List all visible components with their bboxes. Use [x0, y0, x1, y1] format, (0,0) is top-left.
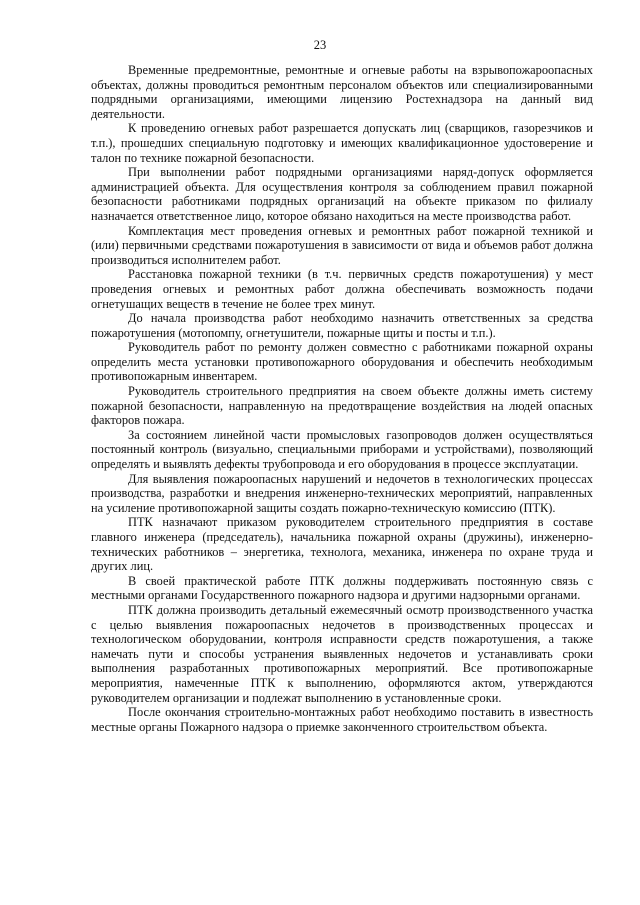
paragraph: После окончания строительно-монтажных работ необходимо поставить в известность местные органы Пожарного надзора о приемке законченного строительством объекта.: [91, 705, 593, 734]
paragraph: Комплектация мест проведения огневых и ремонтных работ пожарной техникой и (или) первичными средствами пожаротушения в зависимости от вида и объемов работ должна производиться исполнителем работ.: [91, 223, 593, 267]
paragraph: К проведению огневых работ разрешается допускать лиц (сварщиков, газорезчиков и т.п.), прошедших специальную подготовку и имеющих квалификационное удостоверение и талон по технике пожарной безопасности.: [91, 121, 593, 165]
paragraph: За состоянием линейной части промысловых газопроводов должен осуществляться постоянный контроль (визуально, специальными приборами и устройствами), позволяющий определять и выявлять дефекты трубопровода и его оборудования в процессе эксплуатации.: [91, 427, 593, 472]
paragraph: ПТК назначают приказом руководителем строительного предприятия в составе главного инженера (председатель), начальника пожарной охраны (дружины), инженерно-технических работников – энергетика, технолога, механика, инженера по охране труда и других лиц.: [91, 515, 593, 574]
paragraph: Для выявления пожароопасных нарушений и недочетов в технологических процессах производства, разработки и внедрения инженерно-технических мероприятий, направленных на усиление противопожарной защиты создать пожарно-техническую комиссию (ПТК).: [91, 471, 593, 515]
page-body: [91, 63, 593, 734]
paragraph: Временные предремонтные, ремонтные и огневые работы на взрывопожароопасных объектах, должны проводиться ремонтным персоналом объектов или специализированными подрядными организациями, имеющими лицензию Ростехнадзора на данный вид деятельности.: [91, 63, 593, 121]
paragraph: До начала производства работ необходимо назначить ответственных за средства пожаротушения (мотопомпу, огнетушители, пожарные щиты и посты и т.п.).: [91, 311, 593, 340]
paragraph: При выполнении работ подрядными организациями наряд-допуск оформляется администрацией объекта. Для осуществления контроля за соблюдением правил пожарной безопасности работниками подрядных организаций на объекте приказом по филиалу назначается ответственное лицо, которое обязано находиться на месте производства работ.: [91, 165, 593, 223]
page-number: 23: [313, 38, 327, 52]
paragraph: ПТК должна производить детальный ежемесячный осмотр производственного участка с целью выявления пожароопасных недочетов в производственных процессах и технологическом оборудовании, контроля исправности средств пожаротушения, а также намечать пути и способы устранения выявленных недочетов и устанавливать сроки выполнения разработанных противопожарных мероприятий. Все противопожарные мероприятия, намеченные ПТК к выполнению, оформляются актом, утверждаются руководителем организации и подлежат выполнению в установленные сроки.: [91, 602, 593, 705]
paragraph: Расстановка пожарной техники (в т.ч. первичных средств пожаротушения) у мест проведения огневых и ремонтных работ должна обеспечивать возможность подачи огнетушащих веществ в течение не более трех минут.: [91, 267, 593, 311]
paragraph: Руководитель работ по ремонту должен совместно с работниками пожарной охраны определить места установки противопожарного оборудования и обеспечить необходимым противопожарным инвентарем.: [91, 340, 593, 384]
paragraph: Руководитель строительного предприятия на своем объекте должны иметь систему пожарной безопасности, направленную на предотвращение воздействия на людей опасных факторов пожара.: [91, 384, 593, 428]
paragraph: В своей практической работе ПТК должны поддерживать постоянную связь с местными органами Государственного пожарного надзора и другими надзорными органами.: [91, 573, 593, 603]
